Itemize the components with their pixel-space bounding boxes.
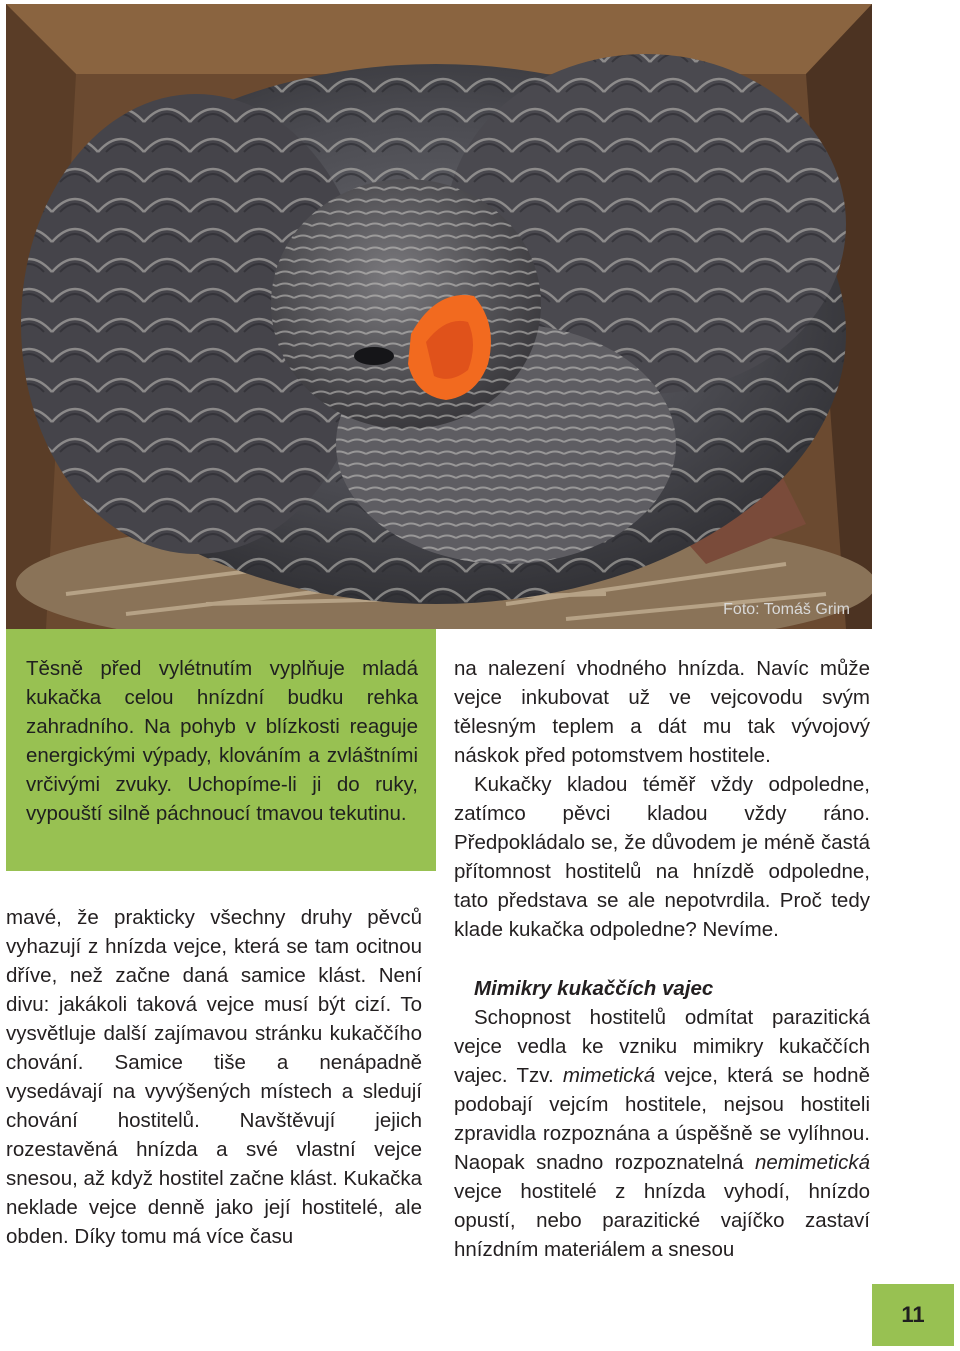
photo-credit: Foto: Tomáš Grim [723,601,850,618]
page-number: 11 [872,1284,954,1346]
emphasis-term: mimetická [562,1064,656,1087]
text-column-left [6,903,422,1251]
paragraph: mavé, že prakticky všechny druhy pěvců vyhazují z hnízda vejce, která se tam ocitnou dříve, než začne daná samice klást. Není divu: jakákoli taková vejce musí být cizí. To vysvětluje další zajímavou stránku kukaččího chování. Samice tiše a nenápadně vysedávají na vyvýšených místech a sledují chování hostitelů. Navštěvují jejich rozestavěná hnízda a své vlastní vejce snesou, až když hostitel začne klást. Kukačka neklade vejce denně jako její hostitelé, ale obden. Díky tomu má více času [6,906,422,1248]
paragraph [454,1003,870,1264]
section-heading: Mimikry kukaččích vajec [474,977,714,1000]
caption-box [6,629,436,871]
text-run: vejce, která se hodně podobají vejcím hostitele, nejsou hostiteli zpravidla rozpoznána a úspěšně se vylíhnou. Naopak snadno rozpoznatelná [454,1064,870,1174]
photo-caption: Těsně před vylétnutím vyplňuje mladá kukačka celou hnízdní budku rehka zahradního. Na pohyb v blízkosti reaguje energickými výpady, klováním a zvláštními vrčivými zvuky. Uchopíme-li ji do ruky, vypouští silně páchnoucí tmavou tekutinu. [26,657,418,825]
emphasis-term: nemimetická [754,1151,870,1174]
paragraph: na nalezení vhodného hnízda. Navíc může vejce inkubovat už ve vejcovodu svým tělesným teplem a dát mu tak vývojový náskok před potomstvem hostitele. [454,657,870,767]
paragraph: Kukačky kladou téměř vždy odpoledne, zatímco pěvci kladou vždy ráno. Předpokládalo se, že důvodem je méně častá přítomnost hostitelů na hnízdě odpoledne, tato představa se ale nepotvrdila. Proč tedy klade kukačka odpoledne? Nevíme. [454,773,870,941]
text-run: vejce hostitelé z hnízda vyhodí, hnízdo opustí, nebo parazitické vajíčko zastaví hnízdním materiálem a snesou [454,1180,870,1261]
text-run: Schopnost hostitelů odmítat parazitická vejce vedla ke vzniku mimikry kukaččích vajec. Tzv. [454,1006,870,1087]
cuckoo-illustration [6,4,872,629]
cuckoo-photo [6,4,872,629]
text-column-right [454,654,870,1264]
